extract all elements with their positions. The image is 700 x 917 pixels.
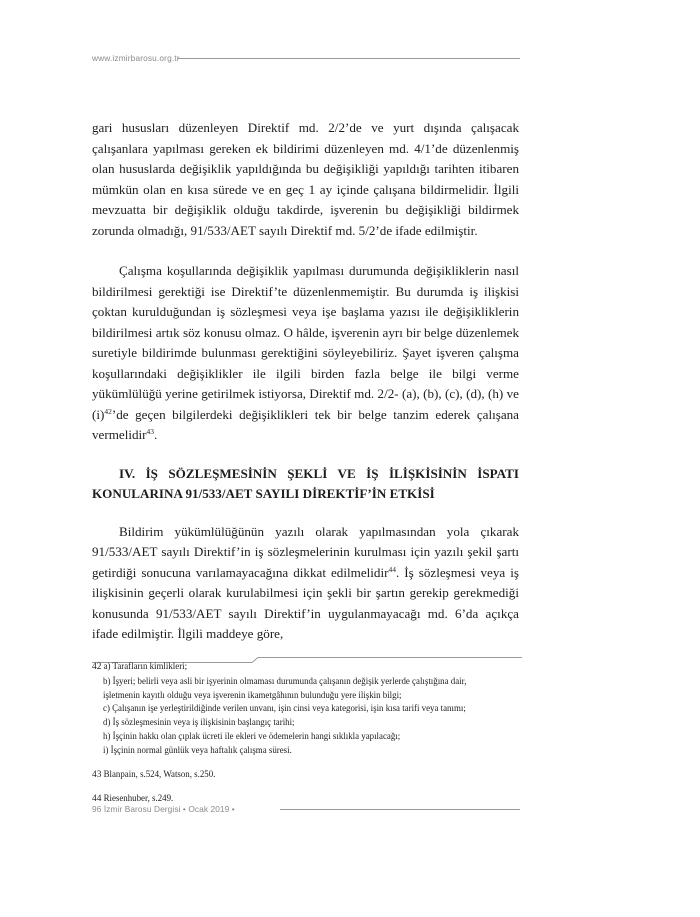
- footnote-43-number: 43: [92, 769, 102, 780]
- header-rule: [178, 58, 520, 59]
- main-text: [92, 118, 519, 645]
- paragraph-2-text-c: .: [154, 427, 158, 442]
- footnote-44-text: Riesenhuber, s.249.: [103, 793, 174, 804]
- running-header: [92, 51, 520, 65]
- footnote-44-number: 44: [92, 794, 102, 805]
- footnote-ref-43[interactable]: 43: [146, 427, 155, 436]
- running-footer: [92, 802, 520, 816]
- paragraph-2: [92, 261, 519, 446]
- footnote-42-number: 42: [92, 662, 102, 672]
- footer-text: 96 İzmir Barosu Dergisi • Ocak 2019 •: [92, 804, 235, 814]
- footnote-42-line-3: işletmenin kayıtlı olduğu veya işverenin ikametgâhının bulunduğu yere ilişkin bilgi;: [103, 689, 402, 700]
- footer-rule: [280, 809, 520, 810]
- header-url: www.izmirbarosu.org.tr: [92, 53, 180, 63]
- paragraph-2-text-b: ’de geçen bilgilerdeki değişiklikleri tek bir belge tanzim ederek çalışana vermelidir: [92, 406, 519, 442]
- footnote-42-line-7: i) İşçinin normal günlük veya haftalık çalışma süresi.: [103, 744, 292, 755]
- paragraph-3-text-b: . İş sözleşmesi veya iş ilişkisinin geçerli olarak kurulabilmesi için şekli bir şartın gerekip gerekmediği konusunda 91/533/AET sayılı Direktif’in uygulanmayacağı md. 6’da açıkça ifade edilmiştir. İlgili maddeye göre,: [92, 564, 519, 641]
- footnote-42: [92, 660, 520, 758]
- paragraph-3: [92, 522, 519, 645]
- footnote-42-line-5: d) İş sözleşmesinin veya iş ilişkisinin başlangıç tarihi;: [103, 717, 295, 728]
- footnote-42-line-1: [92, 660, 520, 675]
- paragraph-1-text: gari hususları düzenleyen Direktif md. 2/2’de ve yurt dışında çalışacak çalışanlara yapılması gereken ek bildirimi düzenleyen md. 4/1’de düzenlenmiş olan hususlarda değişiklik yapıldığında bu değişikliği yapıldığı tarihten itibaren mümkün olan en kısa sürede ve en geç 1 ay içinde çalışana bildirmelidir. İlgili mevzuatta bir değişiklik olduğu takdirde, işverenin bu değişikliği bildirmek zorunda olmadığı, 91/533/AET sayılı Direktif md. 5/2’de ifade edilmiştir.: [92, 120, 519, 238]
- paragraph-1: [92, 118, 519, 241]
- footnote-ref-42[interactable]: 42: [104, 406, 112, 416]
- paragraph-2-text: Çalışma koşullarında değişiklik yapılması durumunda değişikliklerin nasıl bildirilmesi gerektiği ise Direktif’te düzenlenmemiştir. Bu durumda iş ilişkisi çoktan kurulduğundan iş sözleşmesi veya işe başlama yazısı ile değişikliklerin bildirilmesi artık söz konusu olmaz. O hâlde, işverenin ayrı bir belge düzenlemek suretiyle bildirimde bulunması gerektiğini söyleyebiliriz. Şayet işveren çalışma koşullarındaki değişiklikler ile ilgili birden fazla belge ile bilgi verme yükümlülüğü yerine getirilmek istiyorsa, Direktif md. 2/2- (a), (b), (c), (d), (h) ve (i): [92, 263, 519, 422]
- footnote-42-line-6: h) İşçinin hakkı olan çıplak ücreti ile ekleri ve ödemelerin hangi sıklıkla yapılacağı;: [103, 730, 401, 741]
- footnote-ref-44[interactable]: 44: [388, 564, 396, 574]
- section-heading: IV. İŞ SÖZLEŞMESİNİN ŞEKLİ VE İŞ İLİŞKİSİNİN İSPATI KONULARINA 91/533/AET SAYILI DİREKTİF’İN ETKİSİ: [92, 465, 519, 501]
- footnote-42-line-1-text: a) Tarafların kimlikleri;: [103, 661, 188, 671]
- footnote-43: [92, 768, 520, 783]
- footnote-42-line-4: c) Çalışanın işe yerleştirildiğinde verilen unvanı, işin cinsi veya kategorisi, işin kısa tarifi veya tanımı;: [103, 703, 466, 714]
- paragraph-3-text: Bildirim yükümlülüğünün yazılı olarak yapılmasından yola çıkarak 91/533/AET sayılı Direktif’in iş sözleşmelerinin kurulması için yazılı şekil şartı getirdiği sonucuna varılamayacağına dikkat edilmelidir: [92, 523, 519, 580]
- footnotes: [92, 660, 520, 807]
- footnote-43-text: Blanpain, s.524, Watson, s.250.: [103, 768, 216, 779]
- footnote-42-line-2: b) İşyeri; belirli veya asli bir işyerinin olmaması durumunda çalışanın değişik yerlerde çalıştığına dair,: [103, 675, 467, 686]
